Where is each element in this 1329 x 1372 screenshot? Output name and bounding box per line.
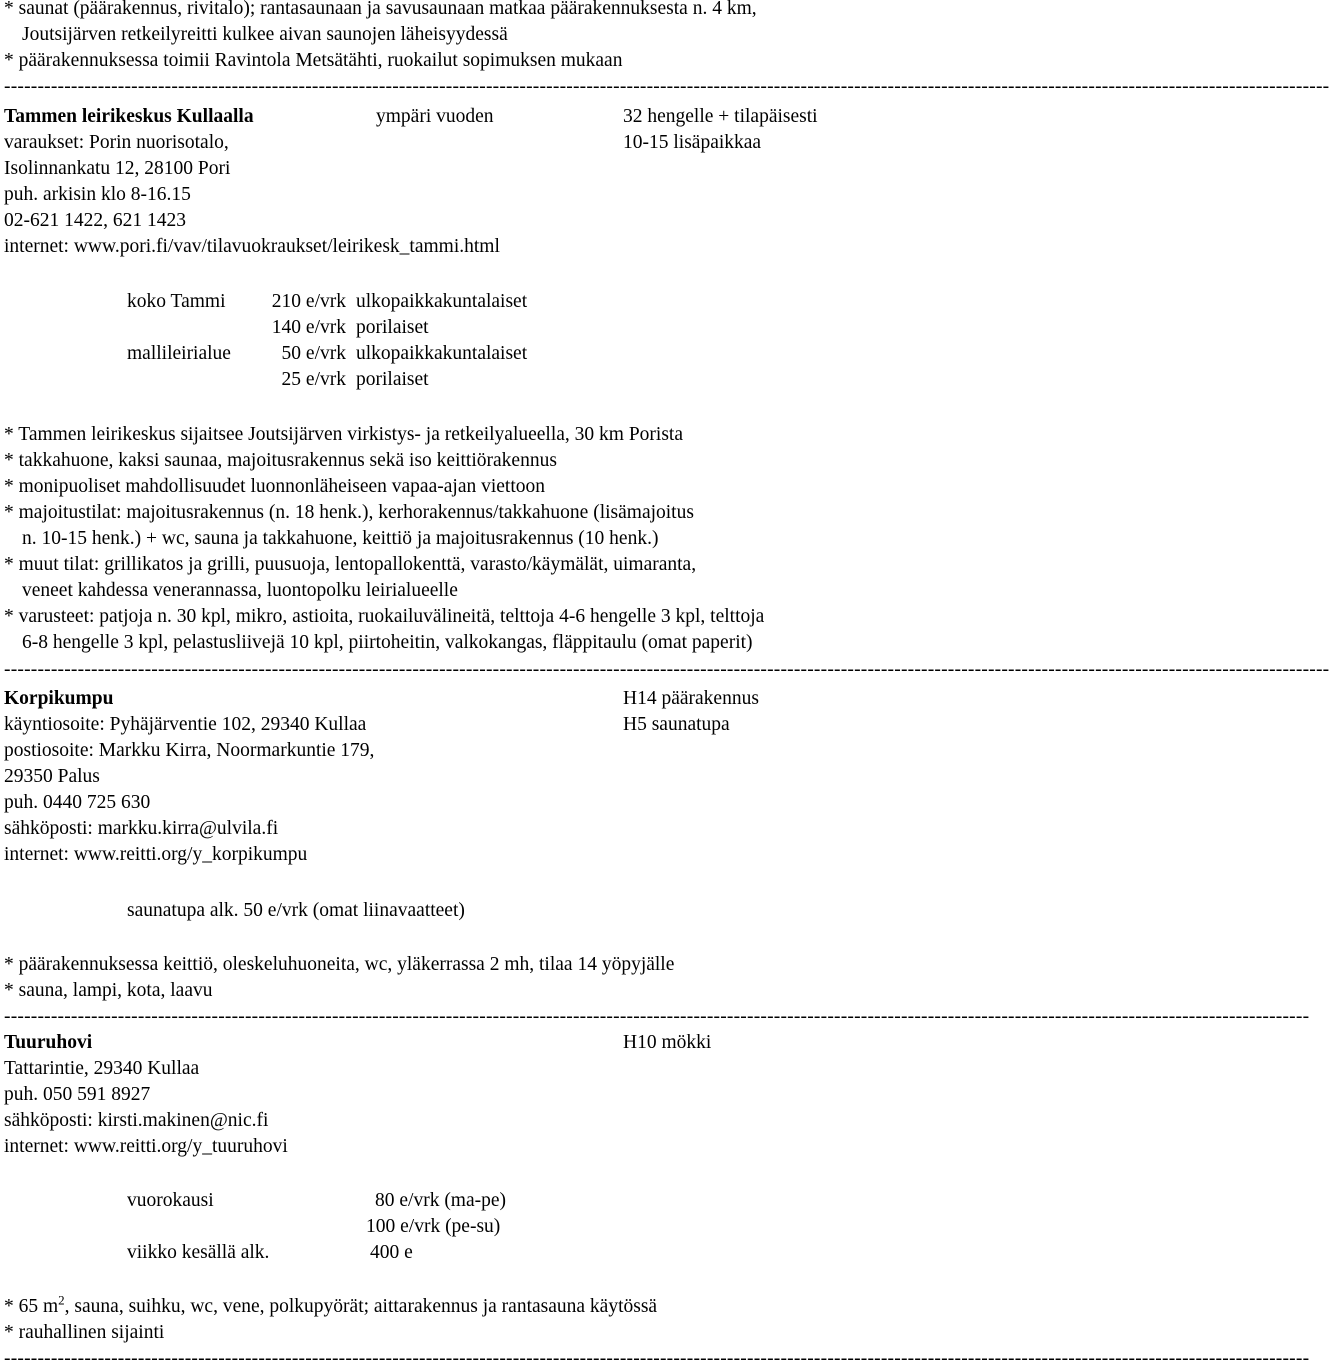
tammi-name: Tammen leirikeskus Kullaalla [4,106,254,127]
tammi-contact-line: puh. arkisin klo 8-16.15 [4,184,191,205]
tammi-contact-line: varaukset: Porin nuorisotalo, [4,132,229,153]
tuuru-contact-line: puh. 050 591 8927 [4,1084,151,1105]
korpi-name: Korpikumpu [4,688,114,709]
price-value: 210 e/vrk [271,291,346,312]
tammi-note: * takkahuone, kaksi saunaa, majoitusrakennus sekä iso keittiörakennus [4,450,557,471]
korpi-website[interactable]: internet: www.reitti.org/y_korpikumpu [4,844,308,865]
tammi-capacity-1: 32 hengelle + tilapäisesti [623,106,818,127]
tuuru-note-part: * 65 m [4,1296,59,1317]
price-value: 50 e/vrk [281,343,346,364]
superscript: 2 [58,1292,65,1308]
korpi-contact-line: käyntiosoite: Pyhäjärventie 102, 29340 Kullaa [4,714,367,735]
tuuru-price-label: viikko kesällä alk. [127,1242,270,1263]
intro-line-2: Joutsijärven retkeilyreitti kulkee aivan saunojen läheisyydessä [22,24,508,45]
tammi-note: * muut tilat: grillikatos ja grilli, puusuoja, lentopallokenttä, varasto/käymälät, uimaranta, [4,554,697,575]
price-value: 25 e/vrk [281,369,346,390]
tuuru-email[interactable]: sähköposti: kirsti.makinen@nic.fi [4,1110,269,1131]
tuuru-website[interactable]: internet: www.reitti.org/y_tuuruhovi [4,1136,288,1157]
tammi-note: * varusteet: patjoja n. 30 kpl, mikro, astioita, ruokailuvälineitä, telttoja 4-6 hengelle 3 kpl, telttoja [4,606,765,627]
tammi-note: * majoitustilat: majoitusrakennus (n. 18 henk.), kerhorakennus/takkahuone (lisämajoitus [4,502,694,523]
separator-3: --------------------------------------------------------------------------------------------------------------------------------------------------------------------------------------------------- [4,1006,1310,1027]
tuuru-price-label: vuorokausi [127,1190,214,1211]
korpi-building-2: H5 saunatupa [623,714,730,735]
tuuru-name: Tuuruhovi [4,1032,93,1053]
price-group: porilaiset [356,369,429,390]
intro-line-3: * päärakennuksessa toimii Ravintola Metsätähti, ruokailut sopimuksen mukaan [4,50,623,71]
korpi-note: * päärakennuksessa keittiö, oleskeluhuoneita, wc, yläkerrassa 2 mh, tilaa 14 yöpyjälle [4,954,675,975]
tuuru-building: H10 mökki [623,1032,712,1053]
tammi-note: 6-8 hengelle 3 kpl, pelastusliivejä 10 kpl, piirtoheitin, valkokangas, fläppitaulu (omat paperit) [22,632,753,653]
price-group: ulkopaikkakuntalaiset [356,343,528,364]
tuuru-price-value: 400 e [370,1242,413,1263]
korpi-price: saunatupa alk. 50 e/vrk (omat liinavaatteet) [127,900,465,921]
tammi-note: veneet kahdessa venerannassa, luontopolku leirialueelle [22,580,458,601]
tuuru-note-part: , sauna, suihku, wc, vene, polkupyörät; aittarakennus ja rantasauna käytössä [64,1296,658,1317]
korpi-email[interactable]: sähköposti: markku.kirra@ulvila.fi [4,818,279,839]
tammi-capacity-2: 10-15 lisäpaikkaa [623,132,762,153]
tammi-contact-line: 02-621 1422, 621 1423 [4,210,186,231]
tuuru-note [4,1294,657,1320]
price-group: porilaiset [356,317,429,338]
tuuru-price-value: 80 e/vrk (ma-pe) [375,1190,507,1211]
intro-line-1: * saunat (päärakennus, rivitalo); rantasaunaan ja savusaunaan matkaa päärakennuksesta n. 4 km, [4,0,757,19]
tuuru-note: * rauhallinen sijainti [4,1322,165,1343]
separator-2: ------------------------------------------------------------------------------------------------------------------------------------------------------------------------------------------------------ [4,659,1329,680]
korpi-contact-line: 29350 Palus [4,766,100,787]
tammi-website[interactable]: internet: www.pori.fi/vav/tilavuokraukset/leirikesk_tammi.html [4,236,500,257]
tammi-season: ympäri vuoden [376,106,494,127]
tuuru-price-value: 100 e/vrk (pe-su) [366,1216,501,1237]
price-value: 140 e/vrk [271,317,346,338]
korpi-contact-line: postiosoite: Markku Kirra, Noormarkuntie 179, [4,740,375,761]
tammi-contact-line: Isolinnankatu 12, 28100 Pori [4,158,231,179]
tuuru-contact-line: Tattarintie, 29340 Kullaa [4,1058,200,1079]
korpi-note: * sauna, lampi, kota, laavu [4,980,213,1001]
korpi-contact-line: puh. 0440 725 630 [4,792,151,813]
korpi-building-1: H14 päärakennus [623,688,759,709]
tammi-note: n. 10-15 henk.) + wc, sauna ja takkahuone, keittiö ja majoitusrakennus (10 henk.) [22,528,659,549]
separator-4: --------------------------------------------------------------------------------------------------------------------------------------------------------------------------------------------------- [4,1348,1310,1369]
tammi-note: * Tammen leirikeskus sijaitsee Joutsijärven virkistys- ja retkeilyalueella, 30 km Porista [4,424,684,445]
tammi-note: * monipuoliset mahdollisuudet luonnonläheiseen vapaa-ajan viettoon [4,476,546,497]
price-group: ulkopaikkakuntalaiset [356,291,528,312]
separator-1: ------------------------------------------------------------------------------------------------------------------------------------------------------------------------------------------------------ [4,76,1329,97]
price-label: koko Tammi [127,291,226,312]
price-label: mallileirialue [127,343,231,364]
